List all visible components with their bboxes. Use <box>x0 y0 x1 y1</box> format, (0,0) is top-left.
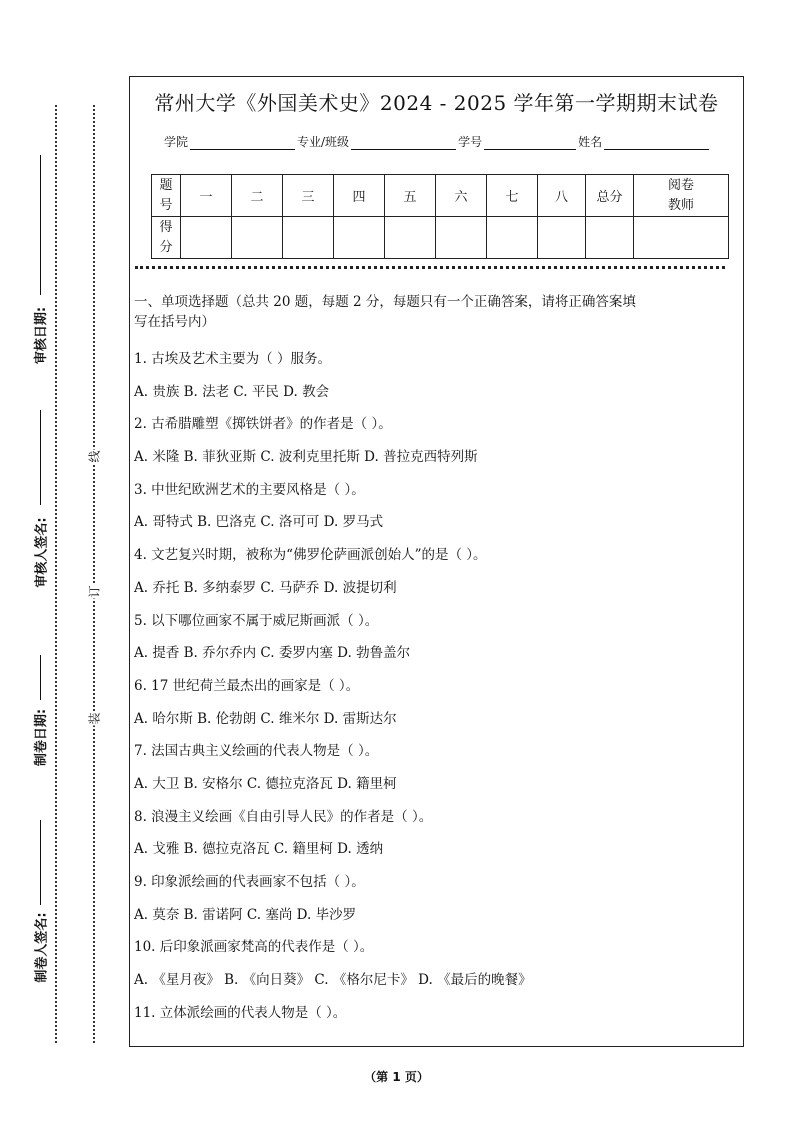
score-cell[interactable] <box>436 217 487 259</box>
col-3: 三 <box>283 175 334 217</box>
college-label: 学院 <box>164 135 189 149</box>
review-date-label: 审核日期: <box>34 306 50 364</box>
question-text: 2. 古希腊雕塑《掷铁饼者》的作者是（ ）。 <box>134 416 392 433</box>
col-5: 五 <box>385 175 436 217</box>
compile-date-label: 制卷日期: <box>34 708 50 767</box>
question-text: 1. 古埃及艺术主要为（ ）服务。 <box>134 351 331 367</box>
student-info-row <box>164 133 711 150</box>
name-input[interactable] <box>604 137 709 150</box>
binding-dotted-line-inner <box>93 105 95 1043</box>
reviewer-signature-field <box>30 410 50 600</box>
question-number-header: 题 号 <box>152 175 181 217</box>
score-table <box>151 174 729 259</box>
question-options: A. 贵族 B. 法老 C. 平民 D. 教会 <box>134 383 330 400</box>
page-title: 常州大学《外国美术史》2024 - 2025 学年第一学期期末试卷 <box>154 91 719 115</box>
question-options: A. 提香 B. 乔尔乔内 C. 委罗内塞 D. 勃鲁盖尔 <box>134 645 411 662</box>
score-cell[interactable] <box>232 217 283 259</box>
question-options: A. 莫奈 B. 雷诺阿 C. 塞尚 D. 毕沙罗 <box>134 906 357 923</box>
question-options: A. 大卫 B. 安格尔 C. 德拉克洛瓦 D. 籍里柯 <box>134 775 397 792</box>
score-cell[interactable] <box>181 217 232 259</box>
score-cell[interactable] <box>538 217 586 259</box>
question-text: 10. 后印象派画家梵高的代表作是（ ）。 <box>134 939 374 956</box>
col-4: 四 <box>334 175 385 217</box>
question-text: 3. 中世纪欧洲艺术的主要风格是（ ）。 <box>134 481 365 498</box>
exam-frame <box>129 76 744 1047</box>
col-1: 一 <box>181 175 232 217</box>
college-input[interactable] <box>190 137 295 150</box>
page-number: （第 1 页） <box>364 1070 429 1084</box>
question-options: A. 哈尔斯 B. 伦勃朗 C. 维米尔 D. 雷斯达尔 <box>134 710 397 727</box>
question-text: 9. 印象派绘画的代表画家不包括（ ）。 <box>134 874 365 890</box>
col-8: 八 <box>538 175 586 217</box>
col-6: 六 <box>436 175 487 217</box>
question-options: A. 《星月夜》 B. 《向日葵》 C. 《格尔尼卡》 D. 《最后的晚餐》 <box>134 972 532 989</box>
score-cell[interactable] <box>586 217 634 259</box>
student-id-label: 学号 <box>458 135 483 149</box>
question-text: 6. 17 世纪荷兰最杰出的画家是（ ）。 <box>134 677 360 694</box>
question-text: 8. 浪漫主义绘画《自由引导人民》的作者是（ ）。 <box>134 808 433 825</box>
score-cell[interactable] <box>487 217 538 259</box>
question-text: 4. 文艺复兴时期，被称为“佛罗伦萨画派创始人”的是（ ）。 <box>134 547 487 564</box>
question-options: A. 乔托 B. 多纳泰罗 C. 马萨乔 D. 波提切利 <box>134 579 397 596</box>
score-cell[interactable] <box>334 217 385 259</box>
compiler-signature-field <box>30 820 50 990</box>
compile-date-field <box>30 655 50 775</box>
question-options: A. 哥特式 B. 巴洛克 C. 洛可可 D. 罗马式 <box>134 514 384 531</box>
score-row-header: 得 分 <box>152 217 181 259</box>
score-cell[interactable] <box>283 217 334 259</box>
reviewer-signature-label: 审核人签名: <box>34 517 50 588</box>
question-options: A. 米隆 B. 菲狄亚斯 C. 波利克里托斯 D. 普拉克西特列斯 <box>134 449 478 466</box>
binding-mark-bind: 装 <box>87 712 102 725</box>
score-table-header-row <box>152 175 729 217</box>
major-class-label: 专业/班级 <box>297 135 350 149</box>
col-7: 七 <box>487 175 538 217</box>
col-2: 二 <box>232 175 283 217</box>
dotted-separator <box>135 266 725 269</box>
binding-mark-staple: 订 <box>87 585 102 598</box>
compiler-signature-label: 制卷人签名: <box>34 912 50 983</box>
grader-cell[interactable] <box>634 217 729 259</box>
question-text: 11. 立体派绘画的代表人物是（ ）。 <box>134 1004 347 1021</box>
question-options: A. 戈雅 B. 德拉克洛瓦 C. 籍里柯 D. 透纳 <box>134 841 384 858</box>
review-date-field <box>30 155 50 375</box>
score-cell[interactable] <box>385 217 436 259</box>
name-label: 姓名 <box>578 135 603 149</box>
grader-header: 阅卷 教师 <box>634 175 729 217</box>
col-total: 总分 <box>586 175 634 217</box>
major-class-input[interactable] <box>351 137 456 150</box>
student-id-input[interactable] <box>484 137 576 150</box>
section-title: 一、单项选择题（总共 20 题，每题 2 分，每题只有一个正确答案，请将正确答案填 写在括号内） <box>134 294 636 330</box>
question-text: 5. 以下哪位画家不属于威尼斯画派（ ）。 <box>134 612 379 629</box>
score-table-score-row <box>152 217 729 259</box>
question-text: 7. 法国古典主义绘画的代表人物是（ ）。 <box>134 743 379 760</box>
exam-content <box>134 294 738 1037</box>
binding-mark-line: 线 <box>87 450 102 463</box>
